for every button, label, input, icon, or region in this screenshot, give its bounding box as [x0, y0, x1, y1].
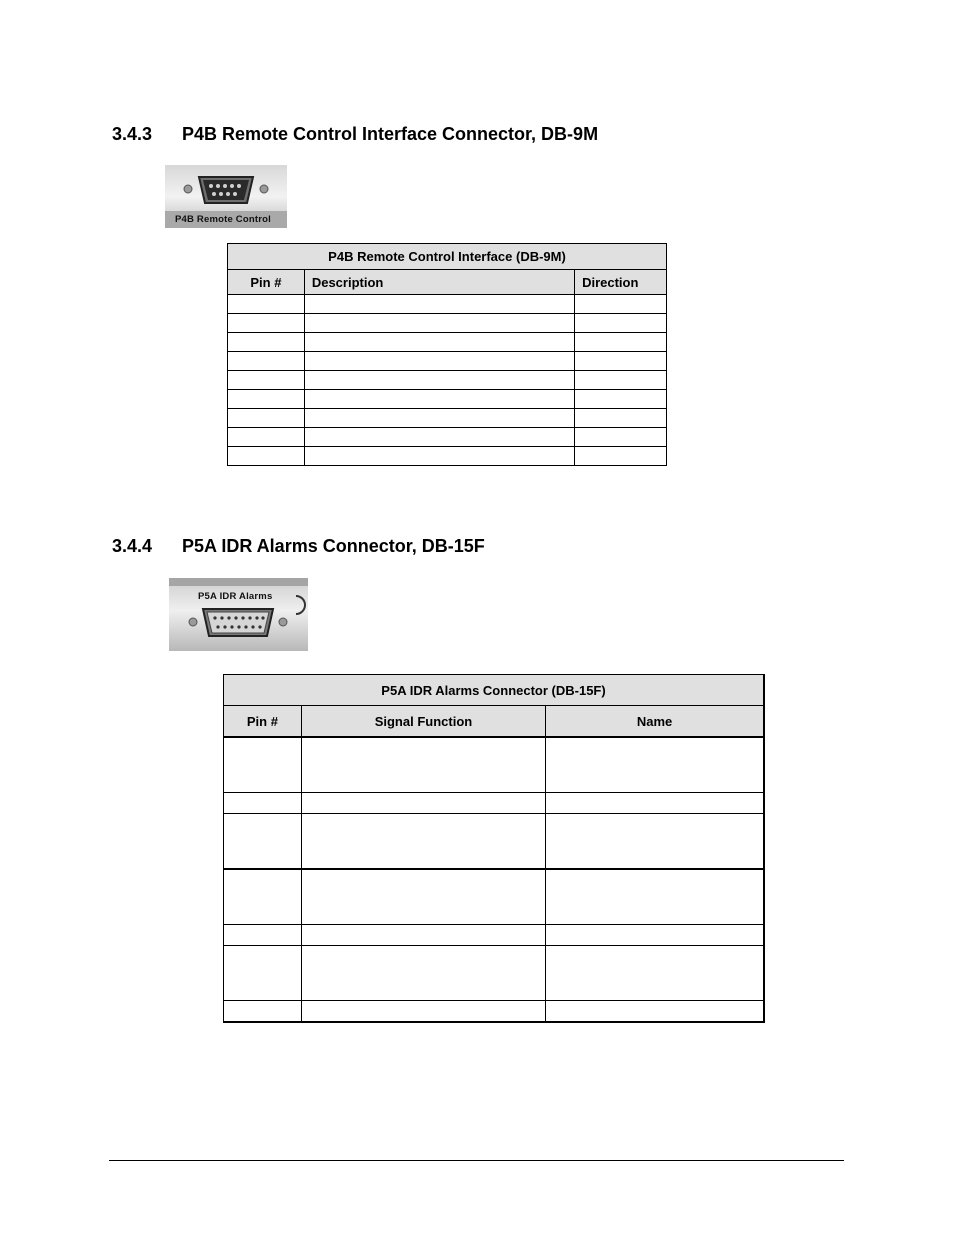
table-row: [224, 814, 765, 870]
column-header-name: Name: [546, 706, 764, 738]
table-row: [228, 409, 667, 428]
column-header-direction: Direction: [575, 270, 667, 295]
column-header-pin: Pin #: [224, 706, 302, 738]
photo-label: P4B Remote Control: [175, 214, 271, 225]
table-row: [228, 314, 667, 333]
table-row: [224, 737, 765, 793]
table-row: [224, 1001, 765, 1023]
section-heading-3-4-4: [112, 536, 485, 557]
column-header-description: Description: [304, 270, 574, 295]
table-row: [224, 793, 765, 814]
table-row: [228, 352, 667, 371]
table-row: [228, 295, 667, 314]
column-header-signal-function: Signal Function: [301, 706, 545, 738]
section-heading-3-4-3: [112, 124, 598, 145]
section-title: P4B Remote Control Interface Connector, DB-9M: [182, 124, 599, 144]
table-row: [224, 946, 765, 1001]
table-row: [228, 428, 667, 447]
photo-label: P5A IDR Alarms: [198, 591, 273, 602]
table-row: [228, 333, 667, 352]
p5a-pinout-table: [223, 674, 765, 1023]
table-row: [228, 390, 667, 409]
p4b-pinout-table: [227, 243, 667, 466]
column-header-pin: Pin #: [228, 270, 305, 295]
table-row: [224, 869, 765, 925]
db9-connector-photo: [165, 165, 287, 228]
table-row: [228, 371, 667, 390]
footer-rule: [109, 1160, 844, 1161]
table-row: [224, 925, 765, 946]
table-row: [228, 447, 667, 466]
db15-connector-icon: [169, 578, 308, 651]
section-number: 3.4.4: [112, 536, 153, 556]
db15-connector-photo: [169, 578, 308, 651]
table-caption: P4B Remote Control Interface (DB-9M): [228, 244, 667, 270]
section-number: 3.4.3: [112, 124, 153, 144]
table-caption: P5A IDR Alarms Connector (DB-15F): [224, 675, 765, 706]
section-title: P5A IDR Alarms Connector, DB-15F: [182, 536, 485, 556]
